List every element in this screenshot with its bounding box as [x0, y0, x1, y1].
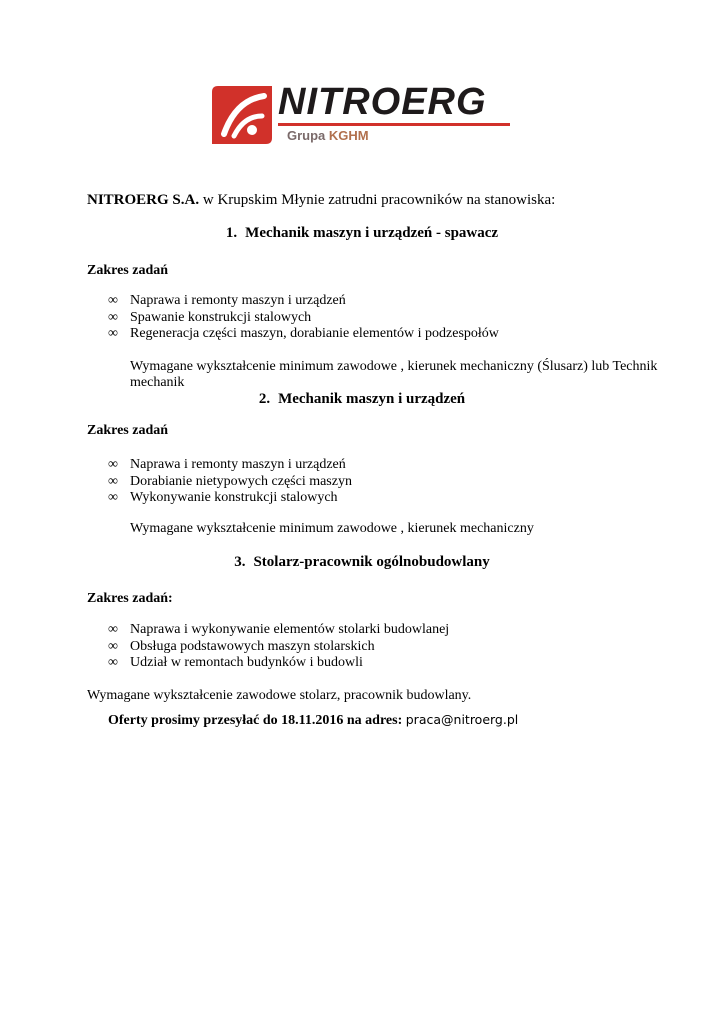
list-item: ∞ Udział w remontach budynków i budowli [108, 655, 363, 670]
position-3-requirement: Wymagane wykształcenie zawodowe stolarz, pracownik budowlany. [87, 688, 472, 703]
intro-text: w Krupskim Młynie zatrudni pracowników na stanowiska: [199, 192, 556, 208]
position-2-task-list [108, 457, 352, 507]
bullet-infinity-icon: ∞ [108, 309, 118, 325]
bullet-infinity-icon: ∞ [108, 326, 118, 341]
list-item: ∞ Dorabianie nietypowych części maszyn [108, 473, 352, 489]
list-item: ∞ Wykonywanie konstrukcji stalowych [108, 490, 338, 505]
position-3-number: 3. [234, 554, 246, 570]
position-2-tasks-label: Zakres zadań [87, 423, 169, 438]
list-item: ∞ Naprawa i remonty maszyn i urządzeń [108, 293, 346, 308]
bullet-infinity-icon: ∞ [108, 638, 118, 654]
position-3-task-list [108, 622, 449, 672]
bullet-infinity-icon: ∞ [108, 622, 118, 637]
position-1-number: 1. [225, 225, 238, 241]
position-2-title: Mechanik maszyn i urządzeń [278, 391, 466, 407]
logo-underline [278, 123, 510, 126]
bullet-infinity-icon: ∞ [108, 655, 118, 670]
position-1-title: Mechanik maszyn i urządzeń - spawacz [245, 225, 499, 241]
list-item: ∞ Spawanie konstrukcji stalowych [108, 309, 312, 325]
bullet-infinity-icon: ∞ [108, 457, 118, 472]
application-deadline [108, 711, 518, 729]
position-3-title: Stolarz-pracownik ogólnobudowlany [253, 554, 490, 570]
position-1-tasks-label: Zakres zadań [87, 263, 169, 278]
position-3-tasks-label: Zakres zadań: [87, 591, 173, 606]
deadline-text: Oferty prosimy przesyłać do 18.11.2016 na adres: [108, 713, 406, 728]
position-2-heading [0, 391, 724, 408]
nitroerg-logo-mark-icon [212, 86, 272, 144]
position-1-heading [0, 225, 724, 242]
list-item: ∞ Naprawa i wykonywanie elementów stolarki budowlanej [108, 622, 450, 637]
list-item: ∞ Naprawa i remonty maszyn i urządzeń [108, 457, 346, 472]
email-link[interactable]: praca@nitroerg.pl [405, 712, 519, 727]
bullet-infinity-icon: ∞ [108, 473, 118, 489]
list-item: ∞ Obsługa podstawowych maszyn stolarskich [108, 638, 375, 654]
bullet-infinity-icon: ∞ [108, 293, 118, 308]
position-2-number: 2. [258, 391, 271, 407]
bullet-infinity-icon: ∞ [108, 490, 118, 505]
company-logo [212, 81, 512, 146]
intro-company: NITROERG S.A. [87, 192, 200, 208]
position-3-heading [0, 554, 724, 571]
position-1-requirement: Wymagane wykształcenie minimum zawodowe , kierunek mechaniczny (Ślusarz) lub Technik mechanik [130, 359, 658, 390]
logo-group-name: KGHM [328, 128, 369, 143]
position-2-requirement: Wymagane wykształcenie minimum zawodowe , kierunek mechaniczny [130, 521, 534, 536]
logo-group-prefix: Grupa [287, 128, 326, 143]
list-item: ∞ Regeneracja części maszyn, dorabianie elementów i podzespołów [108, 326, 499, 341]
logo-group-label [287, 128, 369, 143]
position-1-task-list [108, 293, 499, 343]
logo-wordmark: NITROERG [278, 81, 487, 123]
intro-line [87, 192, 555, 209]
